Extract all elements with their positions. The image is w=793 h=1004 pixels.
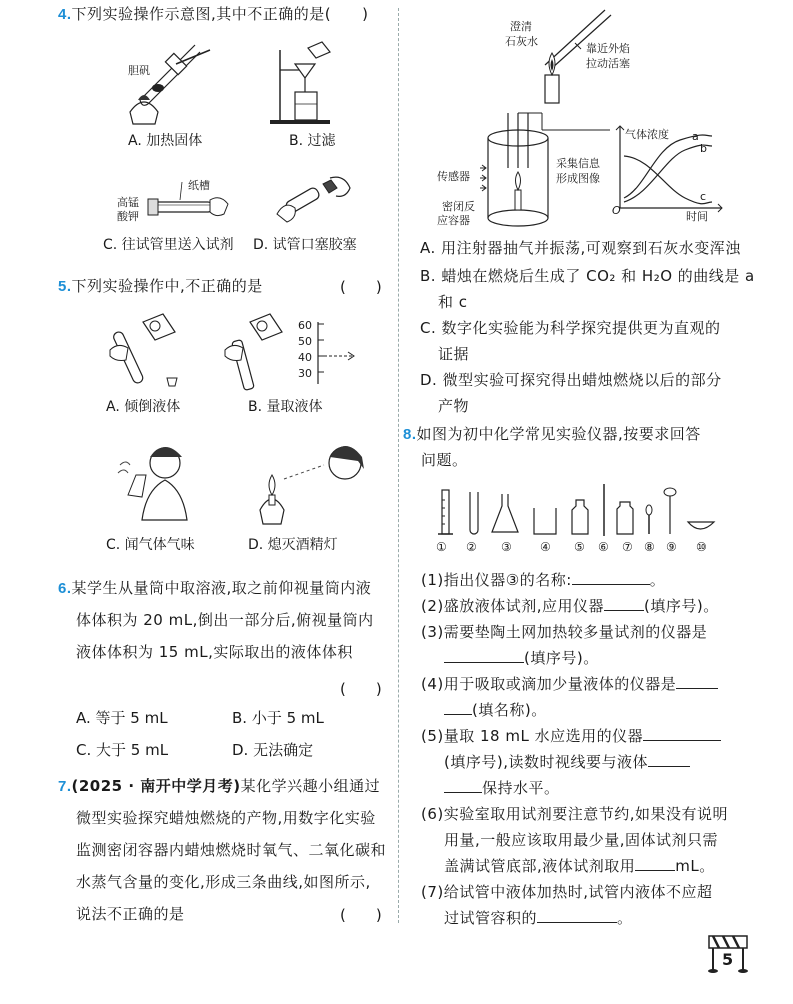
answer-blank-5a[interactable] <box>643 726 721 741</box>
graduated-cylinder-icon <box>438 490 453 534</box>
beaker-icon <box>534 508 556 534</box>
instrument-5: ⑤ <box>574 540 585 554</box>
label-collect-1: 采集信息 <box>556 157 600 170</box>
q8-item-6c-end: mL。 <box>675 857 715 875</box>
instrument-3: ③ <box>501 540 512 554</box>
answer-blank-4b[interactable] <box>444 700 472 715</box>
q8-item-2-text: (2)盛放液体试剂,应用仪器 <box>421 597 605 615</box>
q7-option-a: A. 用注射器抽气并振荡,可观察到石灰水变浑浊 <box>420 239 741 257</box>
instruments-figure <box>430 480 730 542</box>
label-container-1: 密闭反 <box>442 200 475 213</box>
instrument-9: ⑨ <box>666 540 677 554</box>
q8-item-5a <box>421 722 721 750</box>
q8-line-2: 问题。 <box>421 451 468 469</box>
q8-item-5b <box>444 748 690 776</box>
q8-item-6b: 用量,一般应该取用最少量,固体试剂只需 <box>444 831 719 849</box>
q6-option-d: D. 无法确定 <box>232 741 314 759</box>
q4-number: 4. <box>58 6 72 23</box>
q6-line-1 <box>58 574 371 603</box>
q7-line-1 <box>58 772 380 801</box>
q6-line-3: 液体体积为 15 mL,实际取出的液体体积 <box>76 643 353 661</box>
q7-line-4: 水蒸气含量的变化,形成三条曲线,如图所示, <box>76 873 371 891</box>
filtration-illustration <box>270 42 330 124</box>
q6-paren: ( ) <box>340 680 382 698</box>
label-container-2: 应容器 <box>437 214 470 227</box>
wide-bottle-icon <box>617 502 633 534</box>
graduated-scale <box>318 322 354 384</box>
q8-item-3b-text: (填序号)。 <box>524 649 599 667</box>
evaporating-dish-icon <box>688 522 714 529</box>
page-number: 5 <box>722 950 734 969</box>
q7-option-b-2: 和 c <box>438 293 468 311</box>
q7-line-5: 说法不正确的是 <box>76 905 185 923</box>
q8-item-7b <box>444 904 633 932</box>
q8-item-1-end: 。 <box>649 571 666 589</box>
q8-item-1 <box>421 566 665 594</box>
q7-option-c-1: C. 数字化实验能为科学探究提供更为直观的 <box>420 319 721 337</box>
reagent-bottle-icon <box>572 500 588 534</box>
q5-option-a: A. 倾倒液体 <box>106 399 181 415</box>
q8-item-7a: (7)给试管中液体加热时,试管内液体不应超 <box>421 883 713 901</box>
scale-40: 40 <box>298 351 312 364</box>
q4-figure-bottom <box>140 172 370 232</box>
q8-item-5b-text: (填序号),读数时视线要与液体 <box>444 753 648 771</box>
q8-line-1 <box>403 420 701 449</box>
q7-line-2: 微型实验探究蜡烛燃烧的产物,用数字化实验 <box>76 809 376 827</box>
q5-text: 下列实验操作中,不正确的是 <box>71 277 263 295</box>
instrument-10: ⑩ <box>696 540 707 554</box>
q8-item-7b-end: 。 <box>617 909 633 927</box>
q8-number: 8. <box>403 426 417 443</box>
label-near-1: 靠近外焰 <box>586 42 630 55</box>
curve-a-label: a <box>692 130 699 143</box>
q7-source: (2025 · 南开中学月考) <box>71 777 241 795</box>
q5-stem <box>58 272 263 301</box>
curve-b-label: b <box>700 142 707 155</box>
q7-option-c-2: 证据 <box>438 345 470 363</box>
q6-option-b: B. 小于 5 mL <box>232 709 324 727</box>
scale-30: 30 <box>298 367 312 380</box>
q4-paren: ( ) <box>324 5 369 23</box>
label-zhicao: 纸槽 <box>188 179 210 192</box>
smelling-gas-illustration <box>118 447 187 520</box>
q5-paren: ( ) <box>340 278 382 296</box>
extinguish-lamp-illustration <box>260 446 364 524</box>
q8-item-4b-text: (填名称)。 <box>472 701 547 719</box>
instrument-4: ④ <box>540 540 551 554</box>
curve-c-label: c <box>700 190 707 203</box>
label-danfan: 胆矾 <box>128 64 150 77</box>
q7-paren: ( ) <box>340 906 382 924</box>
q8-item-6c <box>444 852 715 880</box>
answer-blank-1[interactable] <box>572 570 650 585</box>
q7-line-3: 监测密闭容器内蜡烛燃烧时氧气、二氧化碳和 <box>76 841 387 859</box>
label-gaomeng: 高锰 <box>117 196 139 209</box>
q8-item-4a-text: (4)用于吸取或滴加少量液体的仪器是 <box>421 675 677 693</box>
q8-item-3b <box>444 644 599 672</box>
q8-item-6c-text: 盖满试管底部,液体试剂取用 <box>444 857 636 875</box>
instrument-2: ② <box>466 540 477 554</box>
graph-origin: O <box>612 204 621 217</box>
instrument-6: ⑥ <box>598 540 609 554</box>
instrument-8: ⑧ <box>644 540 655 554</box>
label-collect-2: 形成图像 <box>556 172 600 185</box>
label-sensor: 传感器 <box>437 170 470 183</box>
test-tube-icon <box>470 492 478 534</box>
q5-option-d: D. 熄灭酒精灯 <box>248 537 338 553</box>
q7-option-d-2: 产物 <box>438 397 470 415</box>
answer-blank-5b[interactable] <box>648 752 690 767</box>
q8-text-1: 如图为初中化学常见实验仪器,按要求回答 <box>416 425 701 443</box>
q8-item-6a: (6)实验室取用试剂要注意节约,如果没有说明 <box>421 805 729 823</box>
q4-option-b: B. 过滤 <box>289 133 336 149</box>
label-near-2: 拉动活塞 <box>586 57 630 70</box>
label-limewater-2: 石灰水 <box>505 35 538 48</box>
q8-item-4a <box>421 670 718 698</box>
answer-blank-4a[interactable] <box>676 674 718 689</box>
q6-number: 6. <box>58 580 72 597</box>
combustion-spoon-icon <box>664 488 676 534</box>
q5-figure-bottom <box>110 435 370 530</box>
q7-text-1: 某化学兴趣小组通过 <box>240 777 381 795</box>
scale-60: 60 <box>298 319 312 332</box>
q8-item-7b-text: 过试管容积的 <box>444 909 538 927</box>
column-divider <box>398 8 399 923</box>
q6-text-1: 某学生从量筒中取溶液,取之前仰视量筒内液 <box>71 579 372 597</box>
scale-labels <box>296 318 312 382</box>
q5-option-c: C. 闻气体气味 <box>106 537 195 553</box>
q8-item-3a: (3)需要垫陶土网加热较多量试剂的仪器是 <box>421 623 708 641</box>
label-limewater-1: 澄清 <box>510 20 532 33</box>
answer-blank-2[interactable] <box>604 596 644 611</box>
dropper-icon <box>646 505 652 534</box>
answer-blank-6[interactable] <box>635 856 675 871</box>
instrument-7: ⑦ <box>622 540 633 554</box>
graph-x-label: 时间 <box>686 210 708 223</box>
q8-item-2 <box>421 592 719 620</box>
answer-blank-3[interactable] <box>444 648 524 663</box>
q8-item-5c-text: 保持水平。 <box>482 779 560 797</box>
stopper-illustration <box>277 177 350 222</box>
q5-number: 5. <box>58 278 72 295</box>
q6-line-2: 体体积为 20 mL,倒出一部分后,俯视量筒内 <box>76 611 374 629</box>
q6-option-c: C. 大于 5 mL <box>76 741 169 759</box>
q4-stem <box>58 0 369 29</box>
q7-option-d-1: D. 微型实验可探究得出蜡烛燃烧以后的部分 <box>420 371 722 389</box>
graph-y-label: 气体浓度 <box>625 128 669 141</box>
q4-option-c: C. 往试管里送入试剂 <box>103 237 234 253</box>
q5-figure-top <box>105 310 365 395</box>
pouring-liquid-illustration <box>110 314 177 386</box>
q6-option-a: A. 等于 5 mL <box>76 709 168 727</box>
q8-item-1-text: (1)指出仪器③的名称: <box>421 571 572 589</box>
q7-number: 7. <box>58 778 72 795</box>
instrument-1: ① <box>436 540 447 554</box>
answer-blank-5c[interactable] <box>444 778 482 793</box>
heating-solid-illustration <box>130 45 210 124</box>
curve-b <box>624 145 712 202</box>
q8-item-5a-text: (5)量取 18 mL 水应选用的仪器 <box>421 727 644 745</box>
q8-item-2-end: (填序号)。 <box>644 597 719 615</box>
q4-option-a: A. 加热固体 <box>128 133 203 149</box>
q5-option-b: B. 量取液体 <box>248 399 323 415</box>
q8-item-5c <box>444 774 560 802</box>
q4-text: 下列实验操作示意图,其中不正确的是 <box>71 5 325 23</box>
measuring-liquid-illustration <box>225 314 282 390</box>
curve-a <box>624 135 712 198</box>
conical-flask-icon <box>492 494 518 532</box>
answer-blank-7[interactable] <box>537 908 617 923</box>
label-suanjia: 酸钾 <box>117 210 139 223</box>
q7-option-b-1: B. 蜡烛在燃烧后生成了 CO₂ 和 H₂O 的曲线是 a <box>420 267 755 285</box>
q4-option-d: D. 试管口塞胶塞 <box>253 237 357 253</box>
q8-item-4b <box>444 696 547 724</box>
page-number-badge <box>705 932 751 980</box>
scale-50: 50 <box>298 335 312 348</box>
